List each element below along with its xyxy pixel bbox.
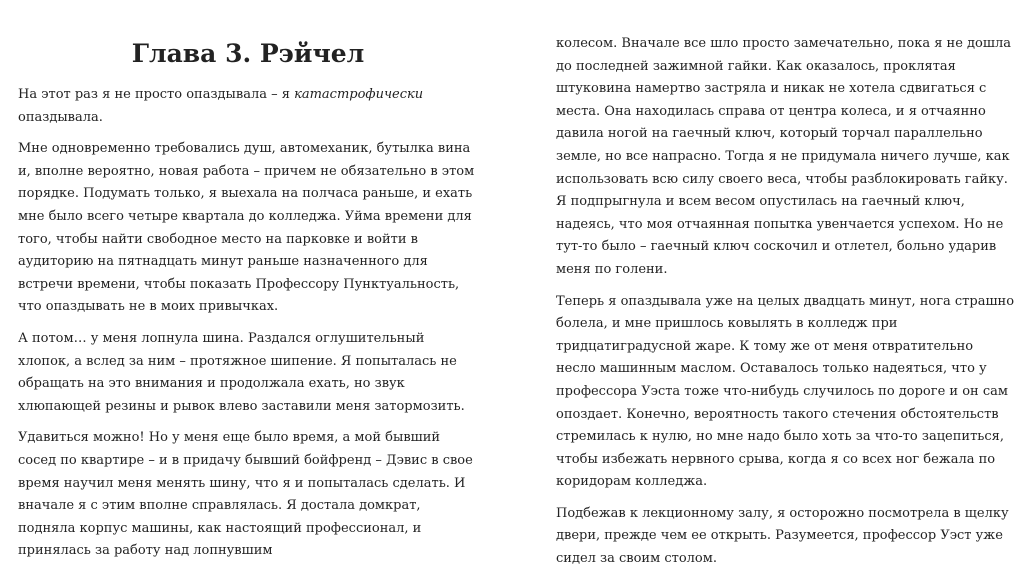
right-column	[556, 33, 1016, 580]
emphasis-text: катастрофически	[294, 87, 424, 102]
paragraph: колесом. Вначале все шло просто замечательно, пока я не дошла до последней зажимной гайки. Как оказалось, проклятая штуковина намертво застряла и никак не хотела сдвигаться с места. Она находилась справа от центра колеса, и я отчаянно давила ногой на гаечный ключ, который торчал параллельно земле, но все напрасно. Тогда я не придумала ничего лучше, как использовать всю силу своего веса, чтобы разблокировать гайку. Я подпрыгнула и всем весом опустилась на гаечный ключ, надеясь, что моя отчаянная попытка увенчается успехом. Но не тут-то было – гаечный ключ соскочил и отлетел, больно ударив меня по голени.	[556, 36, 1011, 277]
paragraph: Теперь я опаздывала уже на целых двадцать минут, нога страшно болела, и мне пришлось ковылять в колледж при тридцатиградусной жаре. К тому же от меня отвратительно несло машинным маслом. Оставалось только надеяться, что у профессора Уэста тоже что-нибудь случилось по дороге и он сам опоздает. Конечно, вероятность такого стечения обстоятельств стремилась к нулю, но мне надо было хоть за что-то зацепиться, чтобы избежать нервного срыва, когда я со всех ног бежала по коридорам колледжа.	[556, 293, 1015, 490]
left-page	[0, 0, 490, 559]
paragraph: Подбежав к лекционному залу, я осторожно посмотрела в щелку двери, прежде чем ее открыть. Разумеется, профессор Уэст уже сидел за своим столом.	[556, 505, 1009, 567]
paragraph: А потом… у меня лопнула шина. Раздался оглушительный хлопок, а вслед за ним – протяжное шипение. Я попыталась не обращать на это внимания и продолжала ехать, но звук хлюпающей резины и рывок влево заставили меня затормозить.	[18, 330, 465, 414]
paragraph: Мне одновременно требовались душ, автомеханик, бутылка вина и, вполне вероятно, новая работа – причем не обязательно в этом порядке. Подумать только, я выехала на полчаса раньше, и ехать мне было всего четыре квартала до колледжа. Уйма времени для того, чтобы найти свободное место на парковке и войти в аудиторию на пятнадцать минут раньше назначенного для встречи времени, чтобы показать Профессору Пунктуальность, что опаздывать не в моих привычках.	[18, 141, 475, 315]
paragraph-text: опаздывала.	[18, 109, 103, 125]
paragraph	[18, 84, 478, 129]
paragraph-text: На этот раз я не просто опаздывала – я	[18, 87, 295, 102]
paragraph: Удавиться можно! Но у меня еще было время, а мой бывший сосед по квартире – и в придачу бывший бойфренд – Дэвис в свое время научил меня менять шину, что я и попыталась сделать. И вначале я с этим вполне справлялась. Я достала домкрат, подняла корпус машины, как настоящий профессионал, и принялась за работу над лопнувшим	[18, 430, 473, 559]
chapter-title: Глава 3. Рэйчел	[131, 39, 365, 68]
left-column	[18, 0, 478, 572]
right-page	[534, 0, 1024, 567]
